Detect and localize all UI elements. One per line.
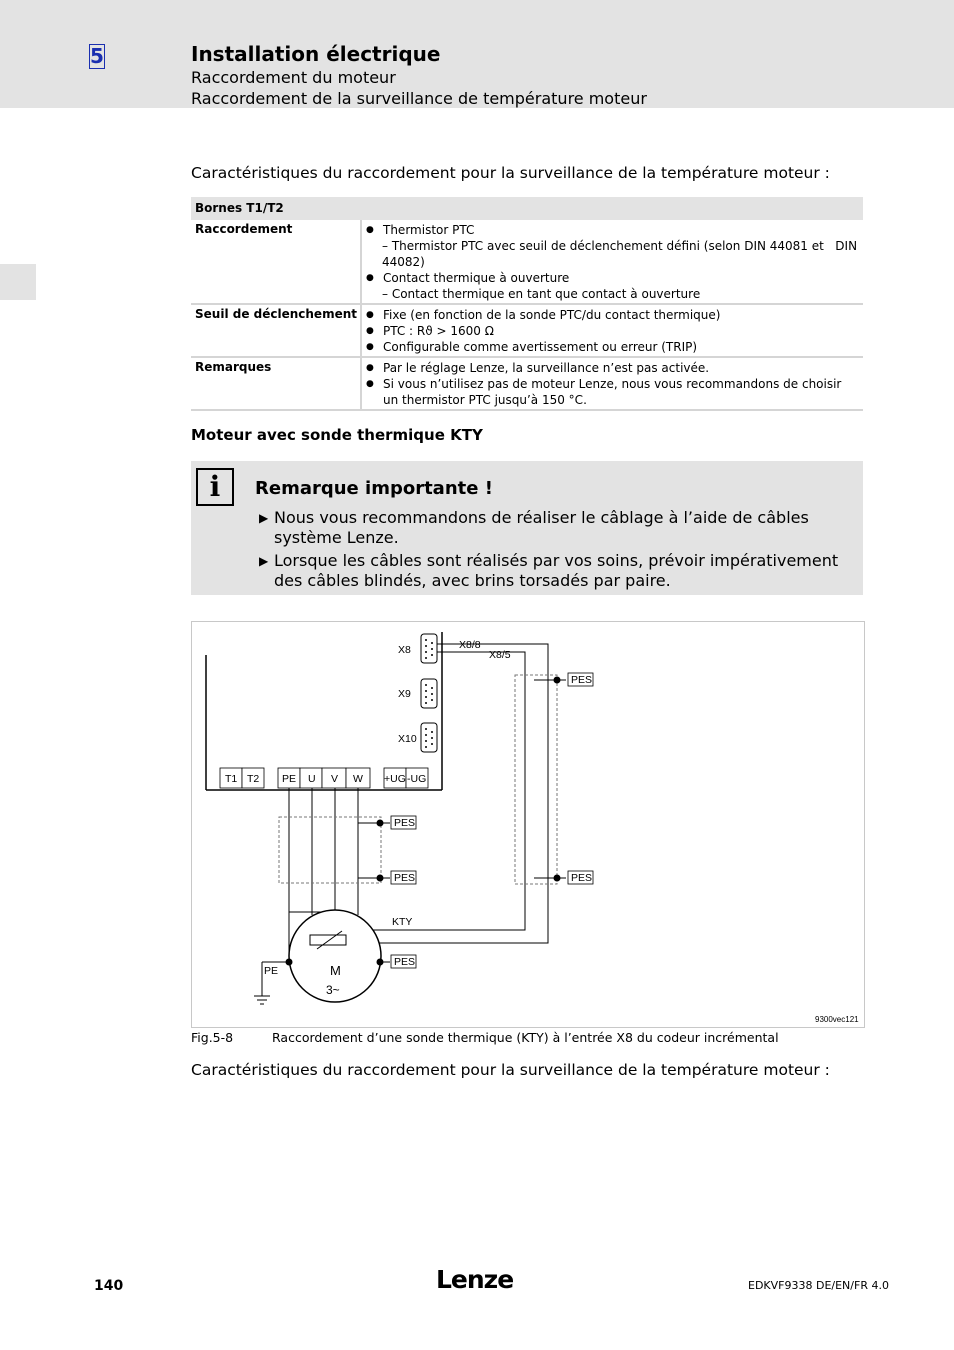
spec-item: ● Contact thermique à ouverture — [366, 270, 860, 286]
pes-clamp-dot — [554, 875, 561, 882]
x8-connector-icon — [421, 634, 437, 663]
terminal-label-minus-ug: -UG — [407, 773, 427, 785]
kty-sensor-icon — [310, 935, 346, 945]
wire-label-x8-8: X8/8 — [459, 639, 481, 651]
motor-phase-label: 3~ — [326, 983, 340, 997]
wiring-diagram — [191, 621, 865, 1028]
terminal-label-u: U — [308, 773, 316, 785]
pes-label: PES — [571, 674, 593, 686]
spec-item: ● Si vous n’utilisez pas de moteur Lenze, nous vous recommandons de choisir un thermistor PTC jusqu’à 150 °C. — [366, 376, 860, 408]
pe-label: PE — [264, 965, 279, 977]
pes-clamp-dot — [554, 677, 561, 684]
note-title: Remarque importante ! — [255, 478, 493, 499]
pes-label: PES — [571, 872, 593, 884]
spec-row-raccordement — [191, 220, 863, 304]
spec-item: ● Configurable comme avertissement ou erreur (TRIP) — [366, 339, 860, 355]
spec-row-content — [361, 304, 863, 357]
spec-row-seuil — [191, 304, 863, 357]
figure-label: Fig.5-8 — [191, 1030, 234, 1045]
chapter-number: 5 — [90, 44, 104, 68]
subsection-subtitle: Raccordement de la surveillance de température moteur — [191, 89, 647, 108]
wire-x8-5 — [310, 652, 525, 938]
pes-label: PES — [394, 872, 416, 884]
triangle-bullet-icon: ▶ — [259, 554, 269, 568]
important-note-box — [191, 461, 863, 595]
side-tab-marker — [0, 264, 36, 300]
spec-item: ● Par le réglage Lenze, la surveillance n’est pas activée. — [366, 360, 860, 376]
document-id: EDKVF9338 DE/EN/FR 4.0 — [748, 1279, 889, 1292]
pes-clamp-dot — [377, 820, 384, 827]
motor-cable-shield — [279, 817, 381, 883]
image-code: 9300vec121 — [815, 1015, 859, 1024]
wire-label-x8-5: X8/5 — [489, 649, 511, 661]
connector-label-x8: X8 — [398, 644, 411, 656]
figure-caption: Raccordement d’une sonde thermique (KTY) à l’entrée X8 du codeur incrémental — [272, 1030, 779, 1045]
terminal-label-w: W — [353, 773, 363, 785]
x9-connector-icon — [421, 679, 437, 708]
pes-label: PES — [394, 956, 416, 968]
spec-subitem: – Contact thermique en tant que contact à ouverture — [382, 287, 701, 301]
spec-row-remarques — [191, 357, 863, 410]
kty-section-title: Moteur avec sonde thermique KTY — [191, 426, 483, 444]
terminal-label-t1: T1 — [225, 773, 238, 785]
motor-m-label: M — [330, 963, 341, 978]
spec-item: ● Thermistor PTC — [366, 222, 860, 238]
lenze-logo: Lenze — [436, 1265, 514, 1294]
x10-connector-icon — [421, 723, 437, 752]
note-item: ▶ Lorsque les câbles sont réalisés par vos soins, prévoir impérativement des câbles blindés, avec brins torsadés par paire. — [259, 551, 839, 590]
info-icon: i — [196, 468, 234, 506]
note-item: ▶ Nous vous recommandons de réaliser le câblage à l’aide de câbles système Lenze. — [259, 508, 809, 547]
intro-text-repeat: Caractéristiques du raccordement pour la surveillance de la température moteur : — [191, 1061, 830, 1079]
spec-item: ● Fixe (en fonction de la sonde PTC/du contact thermique) — [366, 307, 860, 323]
terminal-label-v: V — [331, 773, 339, 785]
kty-label: KTY — [392, 916, 413, 928]
spec-row-label: Seuil de déclenchement — [191, 304, 361, 357]
spec-subitem: – Thermistor PTC avec seuil de déclenchement défini (selon DIN 44081 et DIN 44082) — [382, 239, 858, 269]
terminal-label-pe: PE — [282, 773, 297, 785]
connector-label-x10: X10 — [398, 733, 417, 745]
page-number: 140 — [94, 1278, 124, 1294]
spec-table-header-row — [191, 197, 863, 220]
wiring-diagram-svg — [192, 622, 864, 1027]
connector-label-x9: X9 — [398, 688, 411, 700]
spec-item: ● PTC : Rϑ > 1600 Ω — [366, 323, 860, 339]
terminal-label-plus-ug: +UG — [384, 773, 406, 785]
pes-label: PES — [394, 817, 416, 829]
section-subtitle: Raccordement du moteur — [191, 68, 396, 87]
spec-table — [191, 197, 863, 411]
spec-row-content — [361, 357, 863, 410]
spec-row-content — [361, 220, 863, 304]
triangle-bullet-icon: ▶ — [259, 511, 269, 525]
intro-text: Caractéristiques du raccordement pour la surveillance de la température moteur : — [191, 164, 830, 182]
pes-clamp-dot — [377, 875, 384, 882]
spec-table-header: Bornes T1/T2 — [191, 197, 863, 220]
spec-row-label: Remarques — [191, 357, 361, 410]
page-title: Installation électrique — [191, 42, 441, 66]
encoder-cable-shield — [515, 675, 557, 884]
spec-row-label: Raccordement — [191, 220, 361, 304]
terminal-label-t2: T2 — [247, 773, 260, 785]
